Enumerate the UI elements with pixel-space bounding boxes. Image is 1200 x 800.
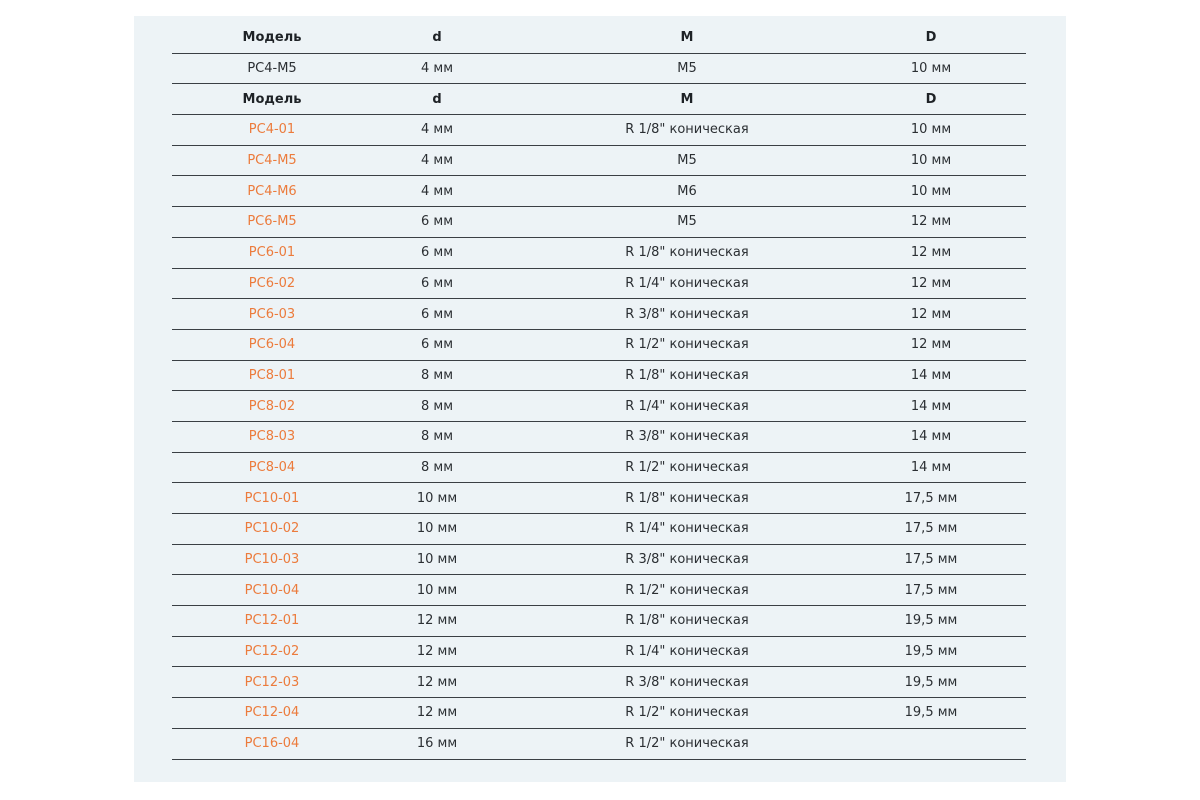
model-link[interactable]: PC16-04 (244, 736, 300, 752)
model-link[interactable]: PC8-03 (248, 429, 296, 445)
d-cell: 6 мм (420, 275, 454, 291)
m-cell: R 1/4" коническая (625, 398, 749, 414)
m-cell: R 1/2" коническая (625, 337, 749, 353)
m-cell: R 1/2" коническая (625, 736, 749, 752)
d-cell: 10 мм (416, 521, 458, 537)
outer-d-cell: 10 мм (910, 122, 952, 138)
d-cell: 8 мм (420, 398, 454, 414)
spec-table (172, 23, 1026, 760)
header-outer-d: D (925, 30, 937, 46)
d-cell: 12 мм (416, 674, 458, 690)
outer-d-cell: 12 мм (910, 306, 952, 322)
table-row (172, 698, 1026, 729)
d-cell: 4 мм (420, 183, 454, 199)
d-cell: 16 мм (416, 736, 458, 752)
d-cell: 6 мм (420, 306, 454, 322)
model-link[interactable]: PC8-04 (248, 459, 296, 475)
table-row (172, 391, 1026, 422)
outer-d-cell: 10 мм (910, 183, 952, 199)
model-link[interactable]: PC6-02 (248, 275, 296, 291)
header-m: M (680, 91, 694, 107)
table-row (172, 238, 1026, 269)
m-cell: R 1/2" коническая (625, 705, 749, 721)
model-link[interactable]: PC12-04 (244, 705, 300, 721)
table-row (172, 115, 1026, 146)
m-cell: M5 (677, 214, 697, 230)
outer-d-cell: 12 мм (910, 337, 952, 353)
d-cell: 10 мм (416, 582, 458, 598)
outer-d-cell: 19,5 мм (904, 613, 958, 629)
m-cell: R 1/8" коническая (625, 245, 749, 261)
model-link[interactable]: PC10-03 (244, 552, 300, 568)
table-row (172, 54, 1026, 85)
model-link[interactable]: PC8-02 (248, 398, 296, 414)
outer-d-cell: 19,5 мм (904, 644, 958, 660)
model-cell: PC4-M5 (247, 61, 297, 77)
outer-d-cell: 10 мм (910, 153, 952, 169)
d-cell: 10 мм (416, 552, 458, 568)
d-cell: 12 мм (416, 613, 458, 629)
table-row (172, 269, 1026, 300)
m-cell: R 1/4" коническая (625, 275, 749, 291)
m-cell: R 1/4" коническая (625, 644, 749, 660)
model-link[interactable]: PC12-01 (244, 613, 300, 629)
model-link[interactable]: PC10-04 (244, 582, 300, 598)
model-link[interactable]: PC12-02 (244, 644, 300, 660)
outer-d-cell: 17,5 мм (904, 521, 958, 537)
outer-d-cell: 17,5 мм (904, 582, 958, 598)
outer-d-cell: 14 мм (910, 398, 952, 414)
header-model: Модель (242, 91, 302, 107)
m-cell: R 3/8" коническая (625, 429, 749, 445)
table-body (172, 115, 1026, 759)
table-row (172, 575, 1026, 606)
header-d: d (432, 91, 442, 107)
outer-d-cell: 12 мм (910, 275, 952, 291)
table-row (172, 453, 1026, 484)
m-cell: R 1/2" коническая (625, 459, 749, 475)
outer-d-cell: 17,5 мм (904, 490, 958, 506)
table-row (172, 330, 1026, 361)
m-cell: M5 (677, 153, 697, 169)
header-d: d (432, 30, 442, 46)
model-link[interactable]: PC12-03 (244, 674, 300, 690)
d-cell: 6 мм (420, 337, 454, 353)
d-cell: 6 мм (420, 245, 454, 261)
outer-d-cell: 17,5 мм (904, 552, 958, 568)
outer-d-cell: 14 мм (910, 429, 952, 445)
m-cell: R 1/8" коническая (625, 613, 749, 629)
table-row (172, 637, 1026, 668)
table-row (172, 545, 1026, 576)
outer-d-cell: 12 мм (910, 214, 952, 230)
model-link[interactable]: PC4-M6 (247, 183, 297, 199)
outer-d-cell: 12 мм (910, 245, 952, 261)
m-cell: M5 (677, 61, 697, 77)
m-cell: R 3/8" коническая (625, 674, 749, 690)
outer-d-cell: 10 мм (910, 61, 952, 77)
m-cell: M6 (677, 183, 697, 199)
model-link[interactable]: PC6-04 (248, 337, 296, 353)
model-link[interactable]: PC6-01 (248, 245, 296, 261)
table-row (172, 176, 1026, 207)
d-cell: 8 мм (420, 459, 454, 475)
table-header-row (172, 84, 1026, 115)
model-link[interactable]: PC10-01 (244, 490, 300, 506)
d-cell: 4 мм (420, 61, 454, 77)
model-link[interactable]: PC4-M5 (247, 153, 297, 169)
model-link[interactable]: PC4-01 (248, 122, 296, 138)
outer-d-cell: 19,5 мм (904, 674, 958, 690)
outer-d-cell: 14 мм (910, 367, 952, 383)
d-cell: 6 мм (420, 214, 454, 230)
d-cell: 8 мм (420, 429, 454, 445)
table-row (172, 299, 1026, 330)
header-model: Модель (242, 30, 302, 46)
m-cell: R 1/4" коническая (625, 521, 749, 537)
outer-d-cell: 14 мм (910, 459, 952, 475)
d-cell: 4 мм (420, 153, 454, 169)
m-cell: R 1/8" коническая (625, 122, 749, 138)
model-link[interactable]: PC10-02 (244, 521, 300, 537)
m-cell: R 3/8" коническая (625, 306, 749, 322)
table-row (172, 729, 1026, 760)
table-row (172, 361, 1026, 392)
m-cell: R 1/2" коническая (625, 582, 749, 598)
d-cell: 10 мм (416, 490, 458, 506)
table-row (172, 207, 1026, 238)
table-header-row (172, 23, 1026, 54)
table-row (172, 422, 1026, 453)
table-row (172, 514, 1026, 545)
d-cell: 8 мм (420, 367, 454, 383)
outer-d-cell: 19,5 мм (904, 705, 958, 721)
d-cell: 12 мм (416, 705, 458, 721)
model-link[interactable]: PC6-M5 (247, 214, 297, 230)
table-row (172, 667, 1026, 698)
table-row (172, 483, 1026, 514)
table-row (172, 606, 1026, 637)
model-link[interactable]: PC6-03 (248, 306, 296, 322)
m-cell: R 3/8" коническая (625, 552, 749, 568)
d-cell: 4 мм (420, 122, 454, 138)
m-cell: R 1/8" коническая (625, 490, 749, 506)
header-outer-d: D (925, 91, 937, 107)
m-cell: R 1/8" коническая (625, 367, 749, 383)
model-link[interactable]: PC8-01 (248, 367, 296, 383)
table-row (172, 146, 1026, 177)
d-cell: 12 мм (416, 644, 458, 660)
header-m: M (680, 30, 694, 46)
